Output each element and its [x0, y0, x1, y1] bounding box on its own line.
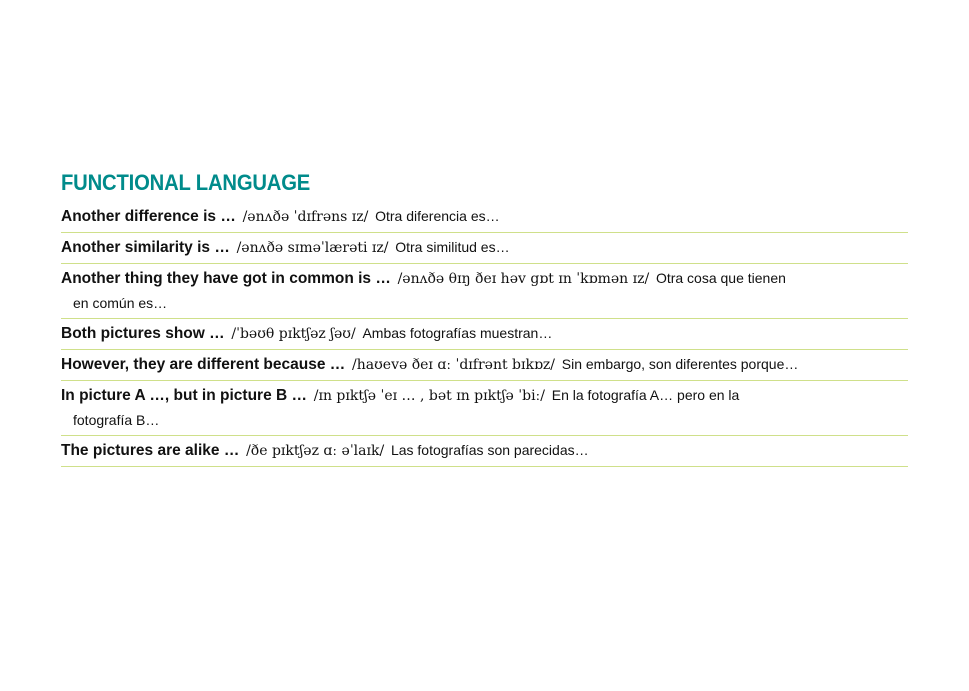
phrase-english: However, they are different because …	[61, 356, 346, 373]
phrase-pronunciation: /ənʌðə ˈdɪfrəns ɪz/	[242, 209, 369, 225]
phrase-entry	[61, 381, 908, 436]
phrase-entry	[61, 202, 908, 233]
phrase-translation: Sin embargo, son diferentes porque…	[561, 356, 799, 372]
phrase-english: In picture A …, but in picture B …	[61, 387, 307, 404]
phrase-english: Another difference is …	[61, 208, 236, 225]
phrase-pronunciation: /ˈbəʊθ pɪktʃəz ʃəʊ/	[231, 326, 356, 342]
phrase-pronunciation: /haʊevə ðeɪ ɑː ˈdɪfrənt bɪkɒz/	[352, 357, 556, 373]
phrase-pronunciation: /ɪn pɪktʃə ˈeɪ … , bət ɪn pɪktʃə ˈbiː/	[313, 388, 545, 404]
phrase-entry	[61, 233, 908, 264]
phrase-translation-continued: fotografía B…	[73, 412, 160, 428]
phrase-translation: Otra cosa que tienen	[655, 270, 786, 286]
section-title: FUNCTIONAL LANGUAGE	[61, 170, 311, 195]
phrase-english: Both pictures show …	[61, 325, 225, 342]
phrase-english: Another similarity is …	[61, 239, 230, 256]
phrase-translation: Otra similitud es…	[395, 239, 510, 255]
phrase-entry	[61, 264, 908, 319]
phrase-list	[61, 202, 908, 467]
phrase-english: Another thing they have got in common is …	[61, 270, 391, 287]
phrase-pronunciation: /ðe pɪktʃəz ɑː əˈlaɪk/	[246, 443, 385, 459]
phrase-english: The pictures are alike …	[61, 442, 240, 459]
phrase-translation: Otra diferencia es…	[375, 208, 500, 224]
functional-language-section	[61, 170, 908, 467]
phrase-translation: En la fotografía A… pero en la	[551, 387, 740, 403]
phrase-translation: Las fotografías son parecidas…	[390, 442, 589, 458]
phrase-translation: Ambas fotografías muestran…	[362, 325, 553, 341]
phrase-pronunciation: /ənʌðə θɪŋ ðeɪ həv gɒt ɪn ˈkɒmən ɪz/	[397, 271, 650, 287]
phrase-translation-continued: en común es…	[73, 295, 168, 311]
phrase-pronunciation: /ənʌðə sɪməˈlærəti ɪz/	[236, 240, 389, 256]
phrase-entry	[61, 319, 908, 350]
phrase-entry	[61, 350, 908, 381]
phrase-entry	[61, 436, 908, 467]
